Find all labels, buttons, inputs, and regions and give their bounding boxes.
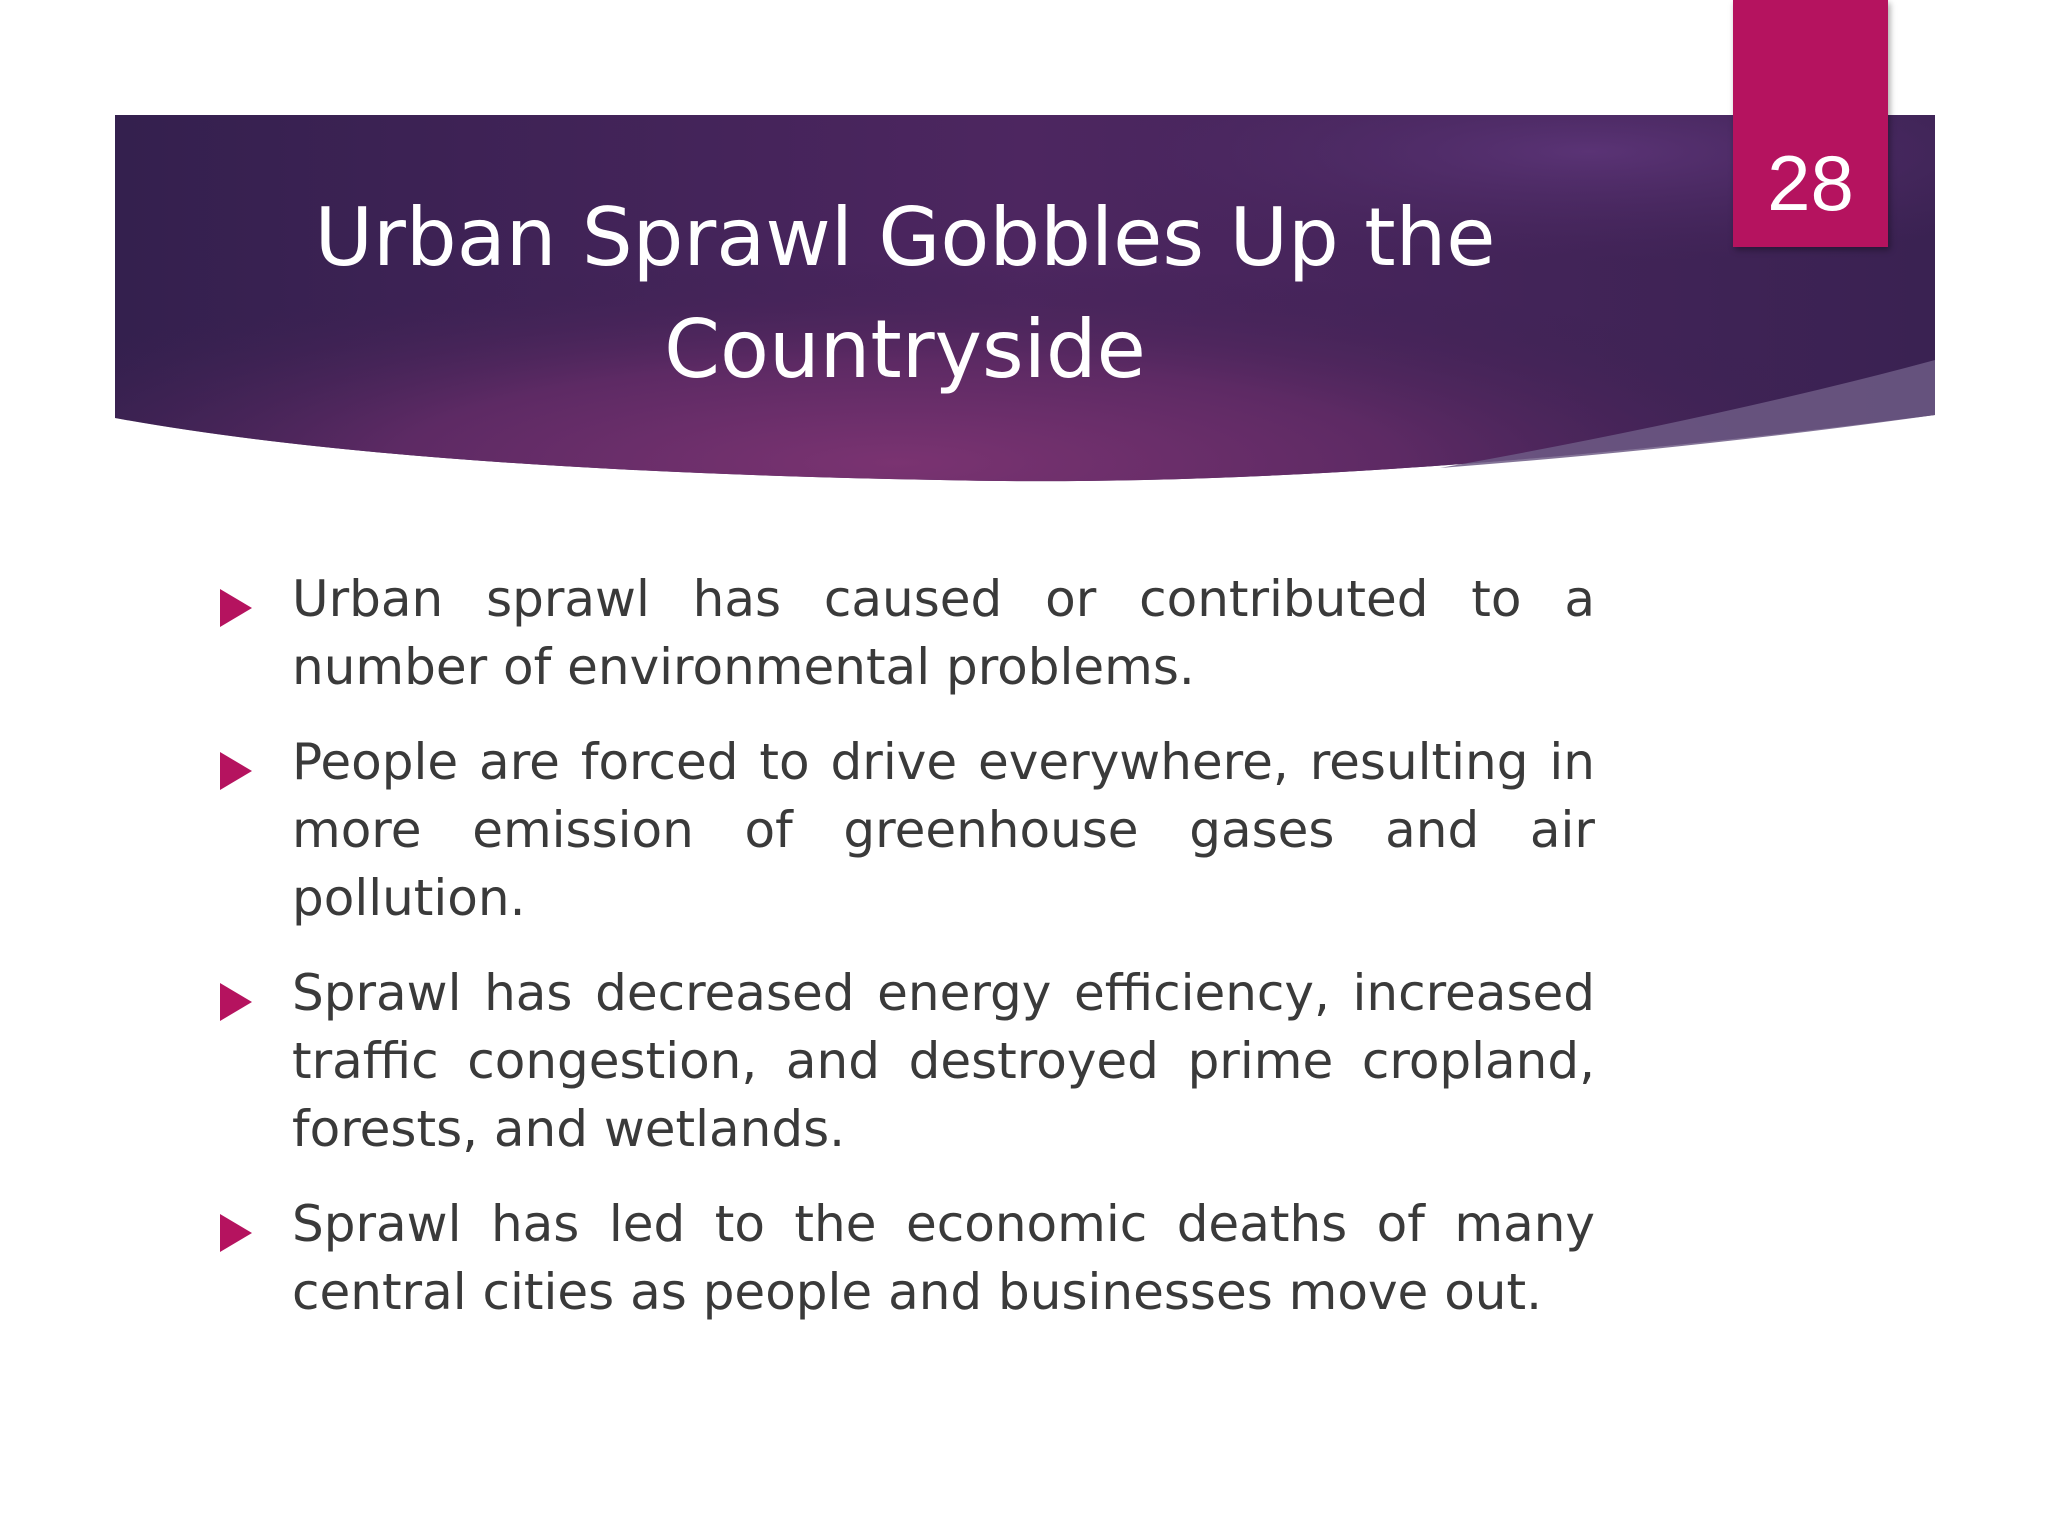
bullet-text: Urban sprawl has caused or contributed to a number of environmental problems. <box>292 570 1595 696</box>
bullet-text: Sprawl has led to the economic deaths of many central cities as people and businesses move out. <box>292 1195 1595 1321</box>
triangle-right-icon <box>220 752 252 790</box>
triangle-right-icon <box>220 589 252 627</box>
bullet-list <box>210 565 1595 1353</box>
bullet-text: Sprawl has decreased energy efficiency, increased traffic congestion, and destroyed prime cropland, forests, and wetlands. <box>292 964 1595 1158</box>
bullet-item <box>210 728 1595 932</box>
bullet-text: People are forced to drive everywhere, resulting in more emission of greenhouse gases and air pollution. <box>292 733 1595 927</box>
bullet-item <box>210 959 1595 1163</box>
slide-title-line-2: Countryside <box>664 303 1146 396</box>
triangle-right-icon <box>220 1214 252 1252</box>
page-number: 28 <box>1767 139 1854 227</box>
slide-title <box>150 182 1660 406</box>
bullet-item <box>210 1190 1595 1326</box>
slide-title-line-1: Urban Sprawl Gobbles Up the <box>314 191 1496 284</box>
triangle-right-icon <box>220 983 252 1021</box>
bullet-item <box>210 565 1595 701</box>
